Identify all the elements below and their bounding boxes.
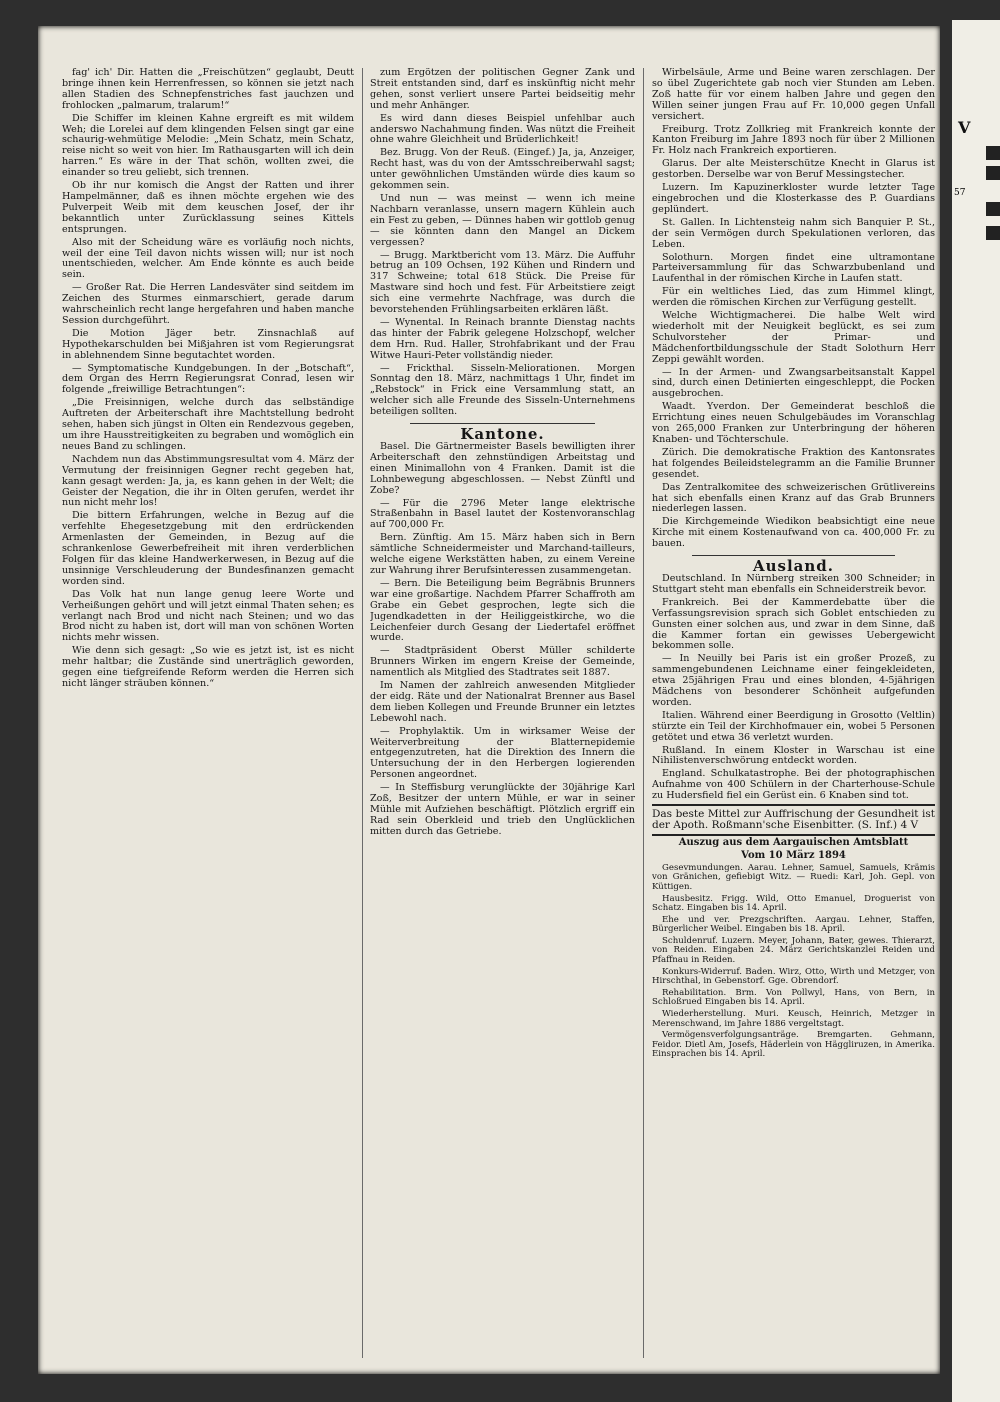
paragraph: Freiburg. Trotz Zollkrieg mit Frankreich konnte der Kanton Freiburg im Jahre 1893 noch für über 2 Millionen Fr. Holz nach Frankreich exportieren.: [652, 123, 935, 157]
column-left: [62, 68, 354, 1358]
paragraph: „Die Freisinnigen, welche durch das selbständige Auftreten der Arbeiterschaft ihre Machtstellung bedroht sehen, haben sich jüngst in Olten ein Rendezvous gegeben, um ihre Hausstreitigkeiten zu begraben und womöglich ein neues Band zu schlingen.: [62, 397, 354, 452]
paragraph: Deutschland. In Nürnberg streiken 300 Schneider; in Stuttgart steht man ebenfalls ein Schneiderstreik bevor.: [652, 572, 935, 595]
paragraph: — Symptomatische Kundgebungen. In der „Botschaft“, dem Organ des Herrn Regierungsrat Conrad, lesen wir folgende „freiwillige Betrachtungen“:: [62, 362, 354, 396]
paragraph: Die Motion Jäger betr. Zinsnachlaß auf Hypothekarschulden bei Mißjahren ist vom Regierungsrat in ablehnendem Sinne begutachtet worden.: [62, 327, 354, 361]
paragraph: — Prophylaktik. Um in wirksamer Weise der Weiterverbreitung der Blatternepidemie entgegenzutreten, hat die Direktion des Innern die Untersuchung der in den Herbergen logierenden Personen angeordnet.: [370, 725, 635, 781]
next-page-edge: [952, 20, 1000, 1402]
amtsblatt-entry: Konkurs-Widerruf. Baden. Wirz, Otto, Wirth und Metzger, von Hirschthal, in Gebenstorf. Gge. Obrendorf.: [652, 966, 935, 987]
paragraph: St. Gallen. In Lichtensteig nahm sich Banquier P. St., der sein Vermögen durch Spekulationen verloren, das Leben.: [652, 216, 935, 250]
amtsblatt-title: Auszug aus dem Aargauischen Amtsblatt: [678, 836, 909, 848]
edge-number: 57: [954, 188, 966, 198]
column-middle: [370, 68, 635, 1358]
paragraph: Das Zentralkomitee des schweizerischen Grütlivereins hat sich ebenfalls einen Kranz auf das Grab Brunners niederlegen lassen.: [652, 481, 935, 515]
amtsblatt-date: Vom 10 März 1894: [741, 849, 846, 861]
paragraph: Welche Wichtigmacherei. Die halbe Welt wird wiederholt mit der Neuigkeit beglückt, es sei zum Schulvorsteher der Primar- und Mädchenfortbildungsschule der Stadt Solothurn Herr Zeppi gewählt worden.: [652, 310, 935, 365]
paragraph: — In der Armen- und Zwangsarbeitsanstalt Kappel sind, durch einen Detinierten eingeschleppt, die Pocken ausgebrochen.: [652, 366, 935, 400]
paragraph: Glarus. Der alte Meisterschütze Knecht in Glarus ist gestorben. Derselbe war von Beruf Messingstecher.: [652, 158, 935, 181]
paragraph: Die bittern Erfahrungen, welche in Bezug auf die verfehlte Ehegesetzgebung mit den erdrückenden Armenlasten der Gemeinden, in Bezug auf die schrankenlose Gewerbefreiheit mit ihren verderblichen Folgen für das kleine Handwerkerwesen, in Bezug auf die unsinnige Verschleuderung der Bundesfinanzen gemacht worden sind.: [62, 510, 354, 587]
paragraph: zum Ergötzen der politischen Gegner Zank und Streit entstanden sind, darf es inskünftig nicht mehr gehen, sonst verliert unsere Partei beidseitig mehr und mehr Anhänger.: [370, 68, 635, 111]
column-rule: [362, 68, 363, 1358]
paragraph: Rußland. In einem Kloster in Warschau ist eine Nihilistenverschwörung entdeckt worden.: [652, 744, 935, 767]
amtsblatt-entry: Hausbesitz. Frigg. Wild, Otto Emanuel, Droguerist von Schatz. Eingaben bis 14. April.: [652, 893, 935, 914]
amtsblatt-entry: Schuldenruf. Luzern. Meyer, Johann, Bater, gewes. Thierarzt, von Reiden. Eingaben 24. März Gerichtskanzlei Reiden und Pfaffnau in Reiden.: [652, 935, 935, 966]
paragraph: Die Kirchgemeinde Wiedikon beabsichtigt eine neue Kirche mit einem Kostenaufwand von ca. 400,000 Fr. zu bauen.: [652, 516, 935, 550]
paragraph: Ob ihr nur komisch die Angst der Ratten und ihrer Hampelmänner, daß es ihnen möchte ergehen wie des Pulverpeit Weib mit dem keuschen Josef, der ihr bekanntlich unter Zurücklassung seines Kittels entsprungen.: [62, 180, 354, 235]
amtsblatt-entry: Ehe und ver. Prezgschriften. Aargau. Lehner, Staffen, Bürgerlicher Weibel. Eingaben bis 18. April.: [652, 914, 935, 935]
paragraph: — Stadtpräsident Oberst Müller schilderte Brunners Wirken im engern Kreise der Gemeinde, namentlich als Mitglied des Stadtrates seit 1887.: [370, 645, 635, 679]
column-rule: [643, 68, 644, 1358]
section-divider: [692, 555, 895, 556]
section-divider: [410, 423, 595, 424]
edge-letter: V: [958, 118, 971, 137]
paragraph: Die Schiffer im kleinen Kahne ergreift es mit wildem Weh; die Lorelei auf dem klingenden Felsen singt gar eine schaurig-wehmütige Melodie: „Mein Schatz, mein Schatz, reise nicht so weit von hier. Im Rathausgarten will ich dein harren.“ Es wäre in der That schön, wollten zwei, die einander so treu geliebt, sich trennen.: [62, 112, 354, 179]
paragraph: — Großer Rat. Die Herren Landesväter sind seitdem im Zeichen des Sturmes einmarschiert, gerade darum wahrscheinlich recht lange hergefahren und haben manche Session durchgeführt.: [62, 282, 354, 326]
amtsblatt-entry: Gesevmundungen. Aarau. Lehner, Samuel, Samuels, Krämis von Gränichen, gefiebigt Witz. — Ruedi: Karl, Joh. Gepl. von Küttigen.: [652, 862, 935, 892]
paragraph: — Für die 2796 Meter lange elektrische Straßenbahn in Basel lautet der Kostenvoranschlag auf 700,000 Fr.: [370, 497, 635, 531]
paragraph: Bern. Zünftig. Am 15. März haben sich in Bern sämtliche Schneidermeister und Marchand-tailleurs, welche eigene Werkstätten haben, zu einem Vereine zur Wahrung ihrer Berufsinteressen zusammengetan.: [370, 532, 635, 576]
paragraph: Basel. Die Gärtnermeister Basels bewilligten ihrer Arbeiterschaft den zehnstündigen Arbeitstag und einen Minimallohn von 4 Franken. Damit ist die Lohnbewegung abgeschlossen. — Nebst Zünftl und Zobe?: [370, 441, 635, 496]
paragraph: Luzern. Im Kapuzinerkloster wurde letzter Tage eingebrochen und die Klosterkasse des P. Guardians geplündert.: [652, 182, 935, 215]
paragraph: — Brugg. Marktbericht vom 13. März. Die Auffuhr betrug an 109 Ochsen, 192 Kühen und Rindern und 317 Schweine; total 618 Stück. Die Preise für Mastware sind hoch und fest. Für Arbeitstiere zeigt sich eine vermehrte Nachfrage, was durch die bevorstehenden Frühlingsarbeiten erklären läßt.: [370, 249, 635, 316]
paragraph: Wirbelsäule, Arme und Beine waren zerschlagen. Der so übel Zugerichtete gab noch vier Stunden am Leben. Zoß hatte für vor einem halben Jahre und gegen den Willen seiner jungen Frau auf Fr. 10,000 gegen Unfall versichert.: [652, 68, 935, 122]
edge-block: [986, 226, 1000, 240]
amtsblatt-entry: Wiederherstellung. Muri. Keusch, Heinrich, Metzger in Merenschwand, im Jahre 1886 vergeltstagt.: [652, 1009, 935, 1029]
paragraph: Waadt. Yverdon. Der Gemeinderat beschloß die Errichtung eines neuen Schulgebäudes im Voranschlag von 265,000 Franken zur Unterbringung der höheren Knaben- und Töchterschule.: [652, 401, 935, 445]
edge-block: [986, 166, 1000, 180]
paragraph: — In Steffisburg verunglückte der 30jährige Karl Zoß, Besitzer der untern Mühle, er war in seiner Mühle mit Aufziehen beschäftigt. Plötzlich ergriff ein Rad sein Oberkleid und trieb den Unglücklichen mitten durch das Getriebe.: [370, 782, 635, 837]
section-heading-kantone: Kantone.: [460, 425, 545, 444]
amtsblatt-entry: Rehabilitation. Brm. Von Pollwyl, Hans, von Bern, in Schloßrued Eingaben bis 14. April.: [652, 987, 935, 1008]
paragraph: Und nun — was meinst — wenn ich meine Nachbarn veranlasse, unsern magern Kühlein auch ein Fest zu geben, — Dünnes haben wir gottlob genug — sie könnten dann den Mangel an Dickem vergessen?: [370, 192, 635, 248]
paragraph: — Wynental. In Reinach brannte Dienstag nachts das hinter der Fabrik gelegene Holzschopf, welcher dem Hrn. Rud. Haller, Strohfabrikant und der Frau Witwe Hauri-Peter vollständig nieder.: [370, 316, 635, 361]
paragraph: Wie denn sich gesagt: „So wie es jetzt ist, ist es nicht mehr haltbar; die Zustände sind unerträglich geworden, gegen eine tiefgreifende Reform werden die Herren sich nicht länger sträuben können.“: [62, 645, 354, 689]
edge-block: [986, 146, 1000, 160]
paragraph: Es wird dann dieses Beispiel unfehlbar auch anderswo Nachahmung finden. Was nützt die Freiheit ohne wahre Gleichheit und Brüderlichkeit!: [370, 112, 635, 146]
edge-block: [986, 202, 1000, 216]
paragraph: fag' ich' Dir. Hatten die „Freischützen“ geglaubt, Deutt bringe ihnen kein Herrenfressen, so können sie jetzt nach allen Stadien des Schnepfenstriches fast jauchzen und frohlocken „palmarum, tralarum!“: [62, 68, 354, 111]
paragraph: Für ein weltliches Lied, das zum Himmel klingt, werden die römischen Kirchen zur Verfügung gestellt.: [652, 286, 935, 309]
paragraph: — Frickthal. Sisseln-Meliorationen. Morgen Sonntag den 18. März, nachmittags 1 Uhr, findet im „Rebstock“ in Frick eine Versammlung statt, an welcher sich alle Freunde des Sisseln-Unternehmens beteiligen sollten.: [370, 362, 635, 418]
paragraph: — In Neuilly bei Paris ist ein großer Prozeß, zu sammengebundenen Leichname einer feingekleideten, etwa 25jährigen Frau und eines blonden, 4-5jährigen Mädchens von besonderer Schönheit aufgefunden worden.: [652, 653, 935, 708]
section-heading-ausland: Ausland.: [752, 557, 835, 576]
paragraph: England. Schulkatastrophe. Bei der photographischen Aufnahme von 400 Schülern in der Charterhouse-Schule zu Hudersfield fiel ein Gerüst ein. 6 Knaben sind tot.: [652, 768, 935, 802]
paragraph: Nachdem nun das Abstimmungsresultat vom 4. März der Vermutung der freisinnigen Gegner recht gegeben hat, kann gesagt werden: Ja, ja, es kann gehen in der Welt; die Geister der Negation, die ihr in Olten gerufen, werdet ihr nun nicht mehr los!: [62, 453, 354, 509]
paragraph: Zürich. Die demokratische Fraktion des Kantonsrates hat folgendes Beileidstelegramm an die Familie Brunner gesendet.: [652, 446, 935, 480]
paragraph: Das Volk hat nun lange genug leere Worte und Verheißungen gehört und will jetzt einmal Thaten sehen; es verlangt nach Brod und nicht nach Steinen; und wo das Brod nicht zu haben ist, dort will man von schönen Worten nichts mehr wissen.: [62, 588, 354, 644]
column-right: [652, 68, 935, 1358]
paragraph: Frankreich. Bei der Kammerdebatte über die Verfassungsrevision sprach sich Goblet entschieden zu Gunsten einer solchen aus, und zwar in dem Sinne, daß die Kammer fortan ein gewisses Uebergewicht bekommen solle.: [652, 596, 935, 652]
paragraph: Solothurn. Morgen findet eine ultramontane Parteiversammlung für das Schwarzbubenland und Laufenthal in der römischen Kirche in Laufen statt.: [652, 251, 935, 285]
paragraph: Im Namen der zahlreich anwesenden Mitglieder der eidg. Räte und der Nationalrat Brenner aus Basel dem lieben Kollegen und Freunde Brunner ein letztes Lebewohl nach.: [370, 680, 635, 724]
paragraph: Bez. Brugg. Von der Reuß. (Eingef.) Ja, ja, Anzeiger, Recht hast, was du von der Amtsschreiberwahl sagst; unter gewöhnlichen Umständen würde dies kaum so gekommen sein.: [370, 147, 635, 192]
advertisement: Das beste Mittel zur Auffrischung der Gesundheit ist der Apoth. Roßmann'sche Eisenbitter. (S. Inf.) 4 V: [652, 804, 935, 836]
paragraph: Also mit der Scheidung wäre es vorläufig noch nichts, weil der eine Teil davon nichts wissen will; nur ist noch unentschieden, welcher. Am Ende könnte es auch beide sein.: [62, 236, 354, 281]
paragraph: — Bern. Die Beteiligung beim Begräbnis Brunners war eine großartige. Nachdem Pfarrer Schaffroth am Grabe ein Gebet gesprochen, legte sich die Jugendkadetten in der Heiliggeistkirche, wo die Leichenfeier durch Gesang der Liedertafel eröffnet wurde.: [370, 577, 635, 644]
paragraph: Italien. Während einer Beerdigung in Grosotto (Veltlin) stürzte ein Teil der Kirchhofmauer ein, wobei 5 Personen getötet und etwa 36 verletzt wurden.: [652, 709, 935, 743]
amtsblatt-entry: Vermögensverfolgungsanträge. Bremgarten. Gehmann, Feidor. Dietl Am, Josefs, Häderlein von Häggliruzen, in Amerika. Einsprachen bis 14. April.: [652, 1030, 935, 1060]
